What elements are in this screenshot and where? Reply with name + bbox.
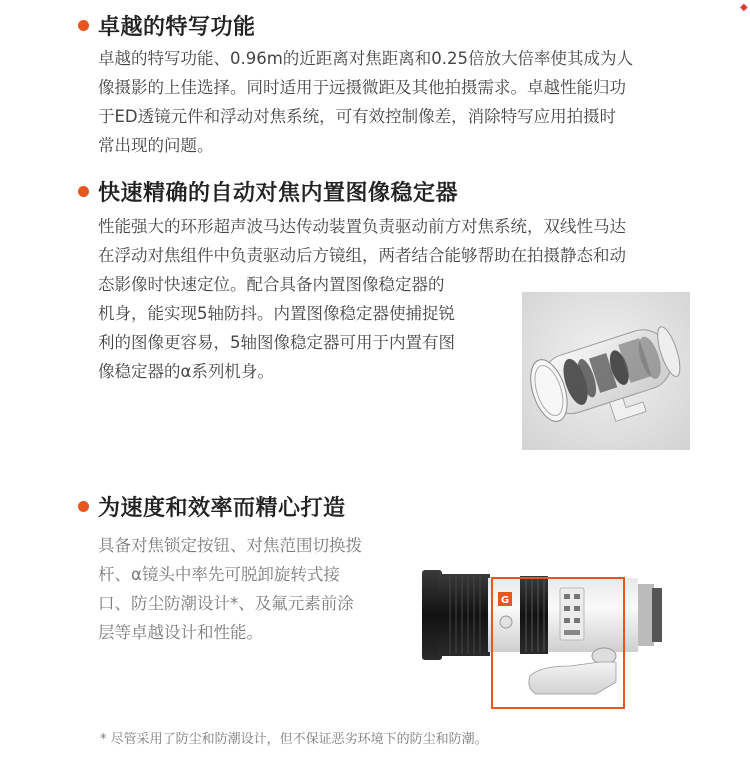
bullet-icon <box>78 186 89 197</box>
text-line: 卓越的特写功能、0.96m的近距离对焦距离和0.25倍放大倍率使其成为人 <box>98 49 634 68</box>
bullet-icon <box>78 501 89 512</box>
text-line: 于ED透镜元件和浮动对焦系统，可有效控制像差，消除特写应用拍摄时 <box>98 107 617 126</box>
section-title: 卓越的特写功能 <box>98 15 256 40</box>
lens-product-image <box>420 558 670 714</box>
text-line: 性能强大的环形超声波马达传动装置负责驱动前方对焦系统，双线性马达 <box>98 217 626 236</box>
text-line: 杆、α镜头中率先可脱卸旋转式接 <box>98 565 340 584</box>
text-line: 机身，能实现5轴防抖。内置图像稳定器使捕捉锐 <box>98 304 455 323</box>
section-heading-closeup <box>78 10 256 41</box>
lens-cutaway-image <box>522 292 690 450</box>
text-line: 利的图像更容易，5轴图像稳定器可用于内置有图 <box>98 333 455 352</box>
corner-mark-icon: ◆ <box>740 2 748 13</box>
text-line: 态影像时快速定位。配合具备内置图像稳定器的 <box>98 275 445 294</box>
text-line: 口、防尘防潮设计*、及氟元素前涂 <box>98 594 354 613</box>
g-badge-label: G <box>500 595 510 606</box>
text-line: 具备对焦锁定按钮、对焦范围切换拨 <box>98 536 362 555</box>
bullet-icon <box>78 20 89 31</box>
footnote: * 尽管采用了防尘和防潮设计，但不保证恶劣环境下的防尘和防潮。 <box>100 732 488 747</box>
section-title: 快速精确的自动对焦内置图像稳定器 <box>98 181 459 206</box>
text-line: 像稳定器的α系列机身。 <box>98 362 274 381</box>
text-line: 层等卓越设计和性能。 <box>98 623 263 642</box>
text-line: 常出现的问题。 <box>98 136 214 155</box>
text-line: 在浮动对焦组件中负责驱动后方镜组，两者结合能够帮助在拍摄静态和动 <box>98 246 626 265</box>
text-line: 像摄影的上佳选择。同时适用于远摄微距及其他拍摄需求。卓越性能归功 <box>98 78 626 97</box>
section-body-closeup <box>98 44 633 160</box>
section-body-design <box>98 531 362 647</box>
section-heading-autofocus <box>78 176 458 207</box>
section-heading-design <box>78 491 346 522</box>
section-title: 为速度和效率而精心打造 <box>98 496 346 521</box>
